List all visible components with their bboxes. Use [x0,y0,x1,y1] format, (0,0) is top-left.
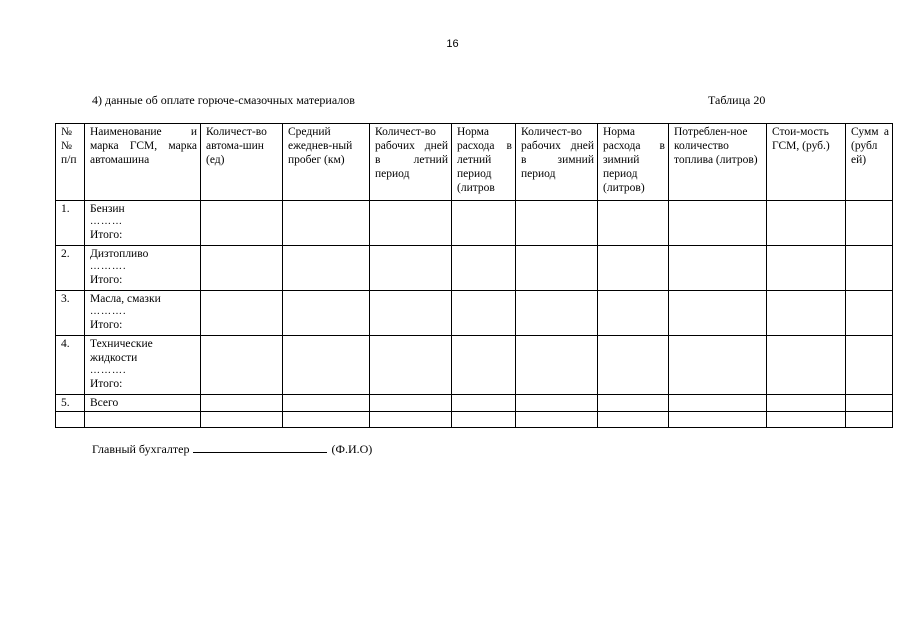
item-name: Бензин [90,203,125,215]
table-cell [370,201,452,246]
table-cell [846,246,893,291]
column-header: Количест-во автома-шин (ед) [201,124,283,201]
table-cell [201,336,283,395]
subtotal-label: Итого: [90,319,123,331]
table-row-empty [56,412,893,428]
table-cell [669,412,767,428]
table-cell [452,291,516,336]
table-cell [201,246,283,291]
table-cell [370,336,452,395]
subtotal-label: Итого: [90,378,123,390]
table-header-row [56,124,893,201]
signature-label: Главный бухгалтер [92,442,190,456]
table-cell [767,412,846,428]
dots-placeholder: ………. [90,365,127,376]
table-cell [846,412,893,428]
dots-placeholder: ………. [90,261,127,272]
column-header: Количест-во рабочих дней в зимний период [516,124,598,201]
item-name: Дизтопливо [90,248,149,260]
table-cell [669,291,767,336]
table-cell [452,336,516,395]
row-number: 4. [56,336,85,395]
table-cell [452,246,516,291]
table-cell [201,412,283,428]
row-number: 2. [56,246,85,291]
signature-block [92,441,372,457]
table-cell [370,395,452,412]
page-number: 16 [446,38,459,50]
table-cell [201,201,283,246]
table-cell [201,291,283,336]
item-name-cell [85,246,201,291]
table-cell [516,246,598,291]
table-cell [370,246,452,291]
table-cell [669,201,767,246]
table-row [56,201,893,246]
subtotal-label: Итого: [90,229,123,241]
signature-line [193,441,327,453]
table-cell [452,395,516,412]
table-cell [452,412,516,428]
table-cell [767,395,846,412]
table-cell [370,291,452,336]
dots-placeholder: ……… [90,216,123,227]
table-cell [370,412,452,428]
table-cell [283,201,370,246]
row-number: 1. [56,201,85,246]
table-cell [85,412,201,428]
table-cell [767,291,846,336]
column-header: Количест-во рабочих дней в летний период [370,124,452,201]
table-cell [669,336,767,395]
column-header: Средний ежеднев-ный пробег (км) [283,124,370,201]
column-header: Норма расхода в зимний период (литров) [598,124,669,201]
item-name-cell [85,201,201,246]
table-number-label: Таблица 20 [708,93,766,107]
column-header: Норма расхода в летний период (литров [452,124,516,201]
table-row [56,336,893,395]
row-number: 5. [56,395,85,412]
table-row [56,246,893,291]
table-cell [516,201,598,246]
column-header: Наименование и марка ГСМ, марка автомашина [85,124,201,201]
table-cell [846,291,893,336]
item-name-cell [85,336,201,395]
table-cell [283,291,370,336]
table-cell [598,246,669,291]
table-cell [516,336,598,395]
table-cell [598,336,669,395]
table-cell [283,412,370,428]
table-cell [516,291,598,336]
table-cell [846,201,893,246]
column-header: № № п/п [56,124,85,201]
table-cell [846,395,893,412]
table-cell [598,291,669,336]
table-cell [846,336,893,395]
table-caption: 4) данные об оплате горюче-смазочных материалов [92,93,355,107]
table-cell [452,201,516,246]
table-cell [669,246,767,291]
table-cell [283,336,370,395]
table-cell [598,201,669,246]
table-cell [669,395,767,412]
column-header: Стои-мость ГСМ, (руб.) [767,124,846,201]
row-number: 3. [56,291,85,336]
column-header: Сумм а (рубл ей) [846,124,893,201]
item-name-cell [85,291,201,336]
table-cell [516,395,598,412]
fuel-payment-table [55,123,893,428]
table-row [56,291,893,336]
subtotal-label: Итого: [90,274,123,286]
column-header: Потреблен-ное количество топлива (литров) [669,124,767,201]
item-name: Технические [90,338,153,350]
item-name-continued: жидкости [90,352,138,364]
grand-total-label: Всего [90,397,119,409]
table-cell [56,412,85,428]
signature-name-hint: (Ф.И.О) [331,442,373,456]
item-name: Масла, смазки [90,293,161,305]
table-cell [598,395,669,412]
table-cell [767,201,846,246]
dots-placeholder: ………. [90,306,127,317]
table-cell [767,336,846,395]
table-row-total [56,395,893,412]
table-cell [598,412,669,428]
table-cell [283,246,370,291]
table-cell [201,395,283,412]
table-cell [283,395,370,412]
table-cell [516,412,598,428]
table-cell [767,246,846,291]
item-name-cell [85,395,201,412]
